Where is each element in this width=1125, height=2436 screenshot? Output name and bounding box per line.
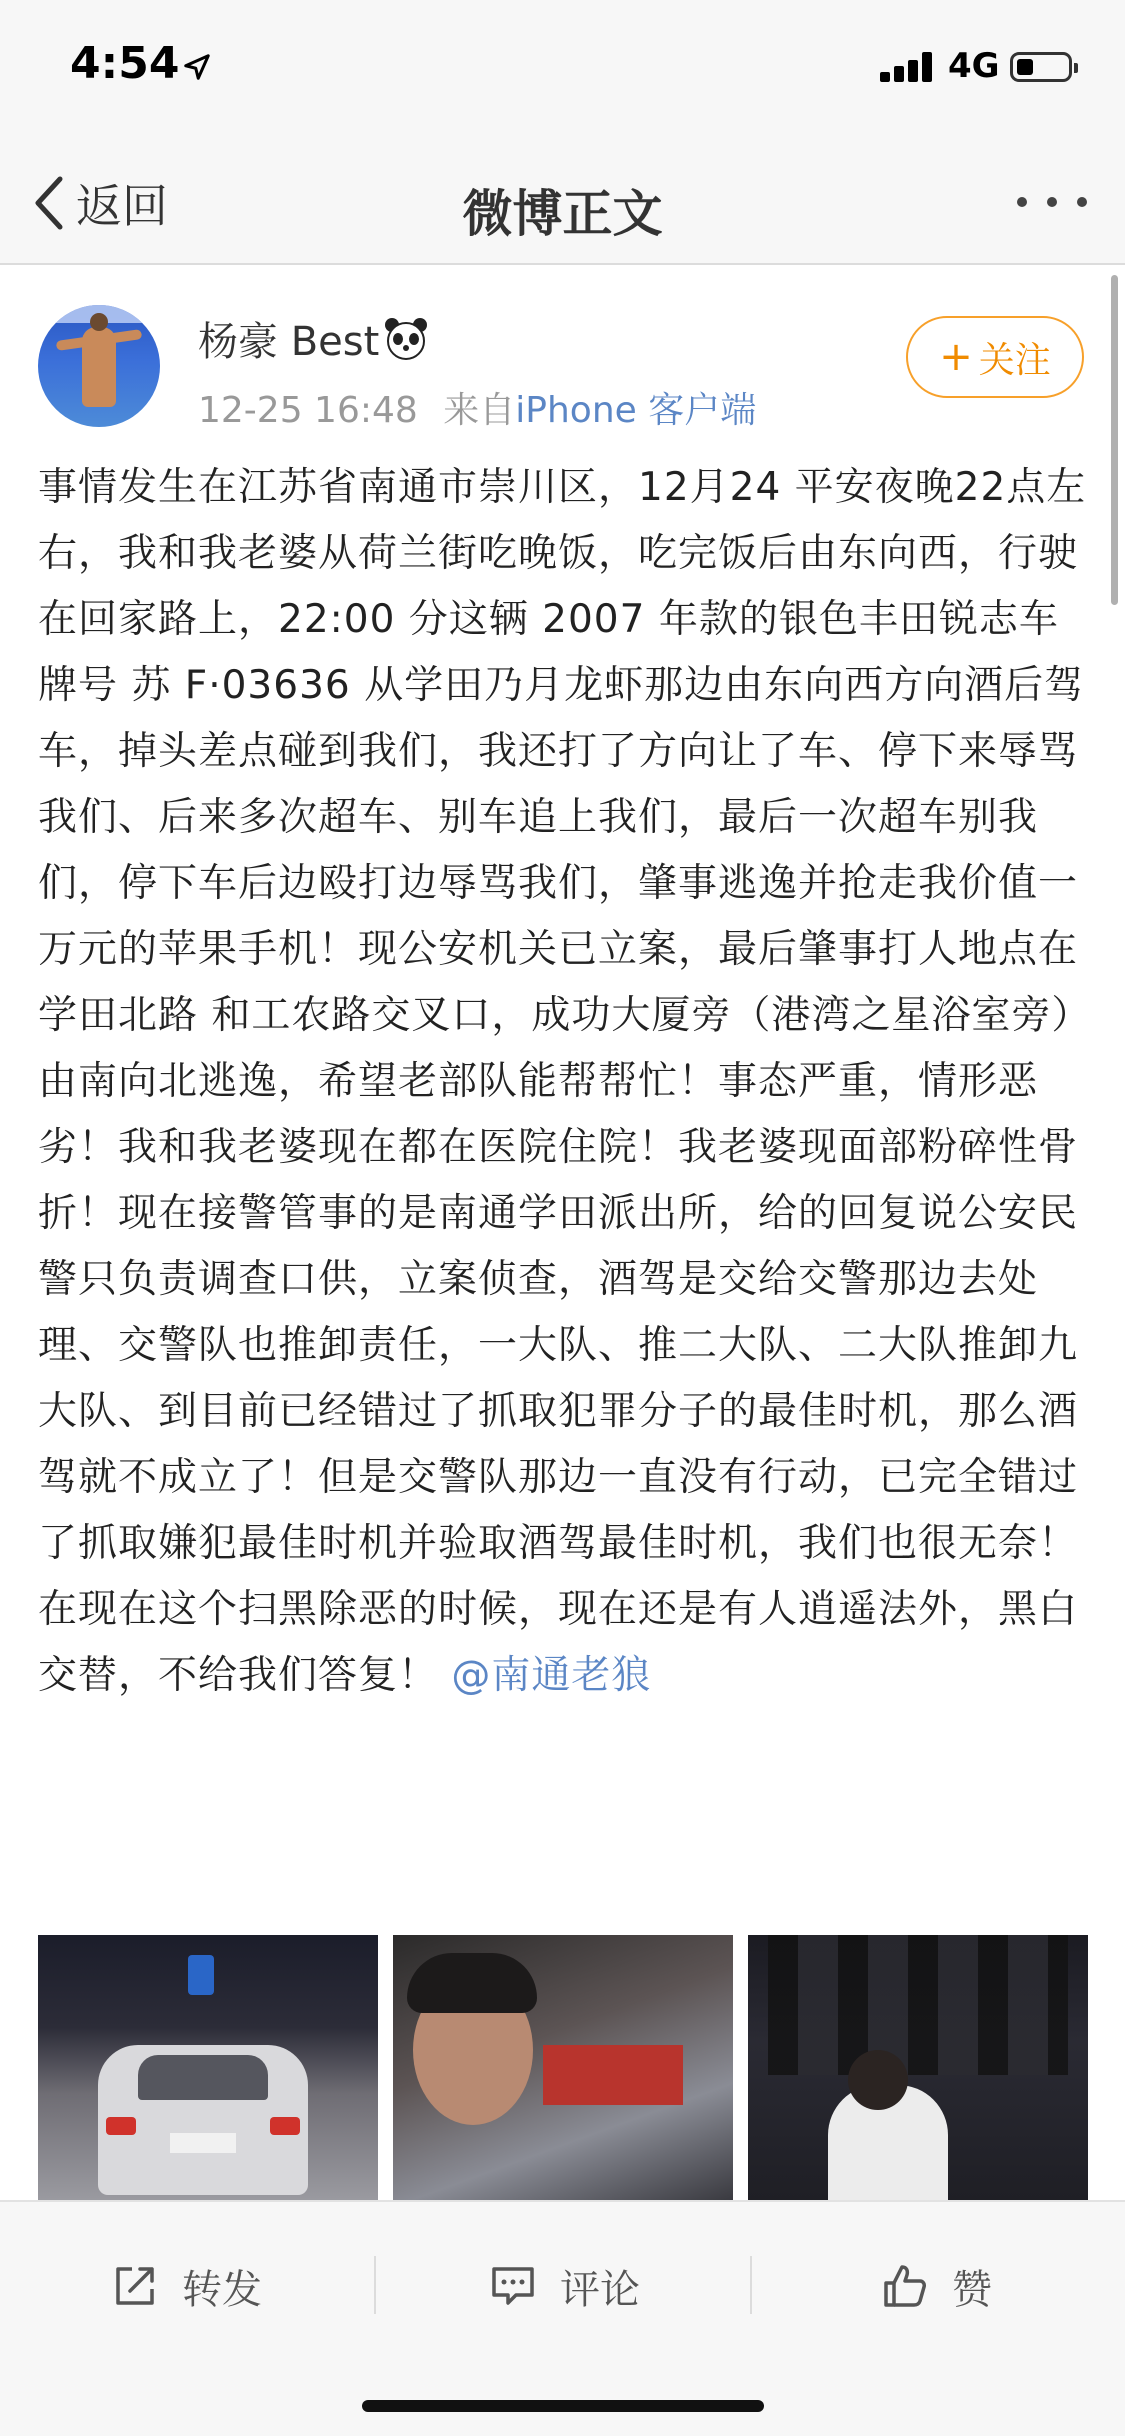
repost-label: 转发 — [182, 2266, 262, 2313]
avatar[interactable] — [38, 305, 160, 427]
status-bar — [0, 0, 1125, 140]
follow-button[interactable] — [906, 316, 1084, 398]
post-meta — [198, 382, 756, 433]
thumbs-up-icon — [880, 2261, 930, 2311]
post-image-1[interactable] — [38, 1935, 378, 2200]
more-icon[interactable] — [1012, 192, 1092, 212]
plus-icon: + — [939, 334, 973, 380]
network-type: 4G — [948, 46, 1000, 86]
comment-icon — [488, 2261, 538, 2311]
like-button[interactable] — [880, 2256, 992, 2316]
post-image-3[interactable] — [748, 1935, 1088, 2200]
mention-link[interactable]: @南通老狼 — [451, 1653, 652, 1698]
post-source[interactable]: iPhone 客户端 — [515, 390, 757, 431]
like-label: 赞 — [952, 2266, 992, 2313]
post-image-2[interactable] — [393, 1935, 733, 2200]
toolbar-divider — [374, 2256, 376, 2314]
scrollbar[interactable] — [1111, 275, 1118, 605]
share-icon — [110, 2261, 160, 2311]
comment-button[interactable] — [488, 2256, 640, 2316]
follow-label: 关注 — [978, 339, 1051, 381]
user-name[interactable]: 杨豪 Best — [198, 319, 380, 365]
page-title: 微博正文 — [462, 185, 663, 243]
repost-button[interactable] — [110, 2256, 262, 2316]
home-indicator — [362, 2400, 764, 2412]
post-body: 事情发生在江苏省南通市崇川区，12月24 平安夜晚22点左右，我和我老婆从荷兰街吃晚饭，吃完饭后由东向西，行驶在回家路上，22:00 分这辆 2007 年款的银色丰田锐志车牌号 苏 F·03636 从学田乃月龙虾那边由东向西方向酒后驾车，掉头差点碰到我们，我还打了方向让了车、停下来辱骂我们、后来多次超车、别车追上我们，最后一次超车别我们，停下车后边殴打边辱骂我们，肇事逃逸并抢走我价值一万元的苹果手机！现公安机关已立案，最后肇事打人地点在学田北路 和工农路交叉口，成功大厦旁（港湾之星浴室旁）由南向北逃逸，希望老部队能帮帮忙！事态严重，情形恶劣！我和我老婆现在都在医院住院！我老婆现面部粉碎性骨折！现在接警管事的是南通学田派出所，给的回复说公安民警只负责调查口供，立案侦查，酒驾是交给交警那边去处理、交警队也推卸责任，一大队、推二大队、二大队推卸九大队、到目前已经错过了抓取犯罪分子的最佳时机，那么酒驾就不成立了！但是交警队那边一直没有行动，已完全错过了抓取嫌犯最佳时机并验取酒驾最佳时机，我们也很无奈！在现在这个扫黑除恶的时候，现在还是有人逍遥法外，黑白交替，不给我们答复！ — [38, 465, 1087, 1698]
location-arrow-icon — [182, 52, 212, 82]
signal-icon — [880, 52, 936, 82]
source-prefix: 来自 — [443, 390, 516, 431]
panda-icon — [383, 316, 429, 362]
comment-label: 评论 — [560, 2266, 640, 2313]
back-label: 返回 — [76, 179, 168, 233]
nav-bar — [0, 140, 1125, 265]
battery-icon — [1010, 52, 1072, 82]
status-time: 4:54 — [70, 38, 180, 89]
toolbar-divider — [750, 2256, 752, 2314]
post-text — [38, 455, 1088, 1709]
post-timestamp: 12-25 16:48 — [198, 390, 418, 431]
